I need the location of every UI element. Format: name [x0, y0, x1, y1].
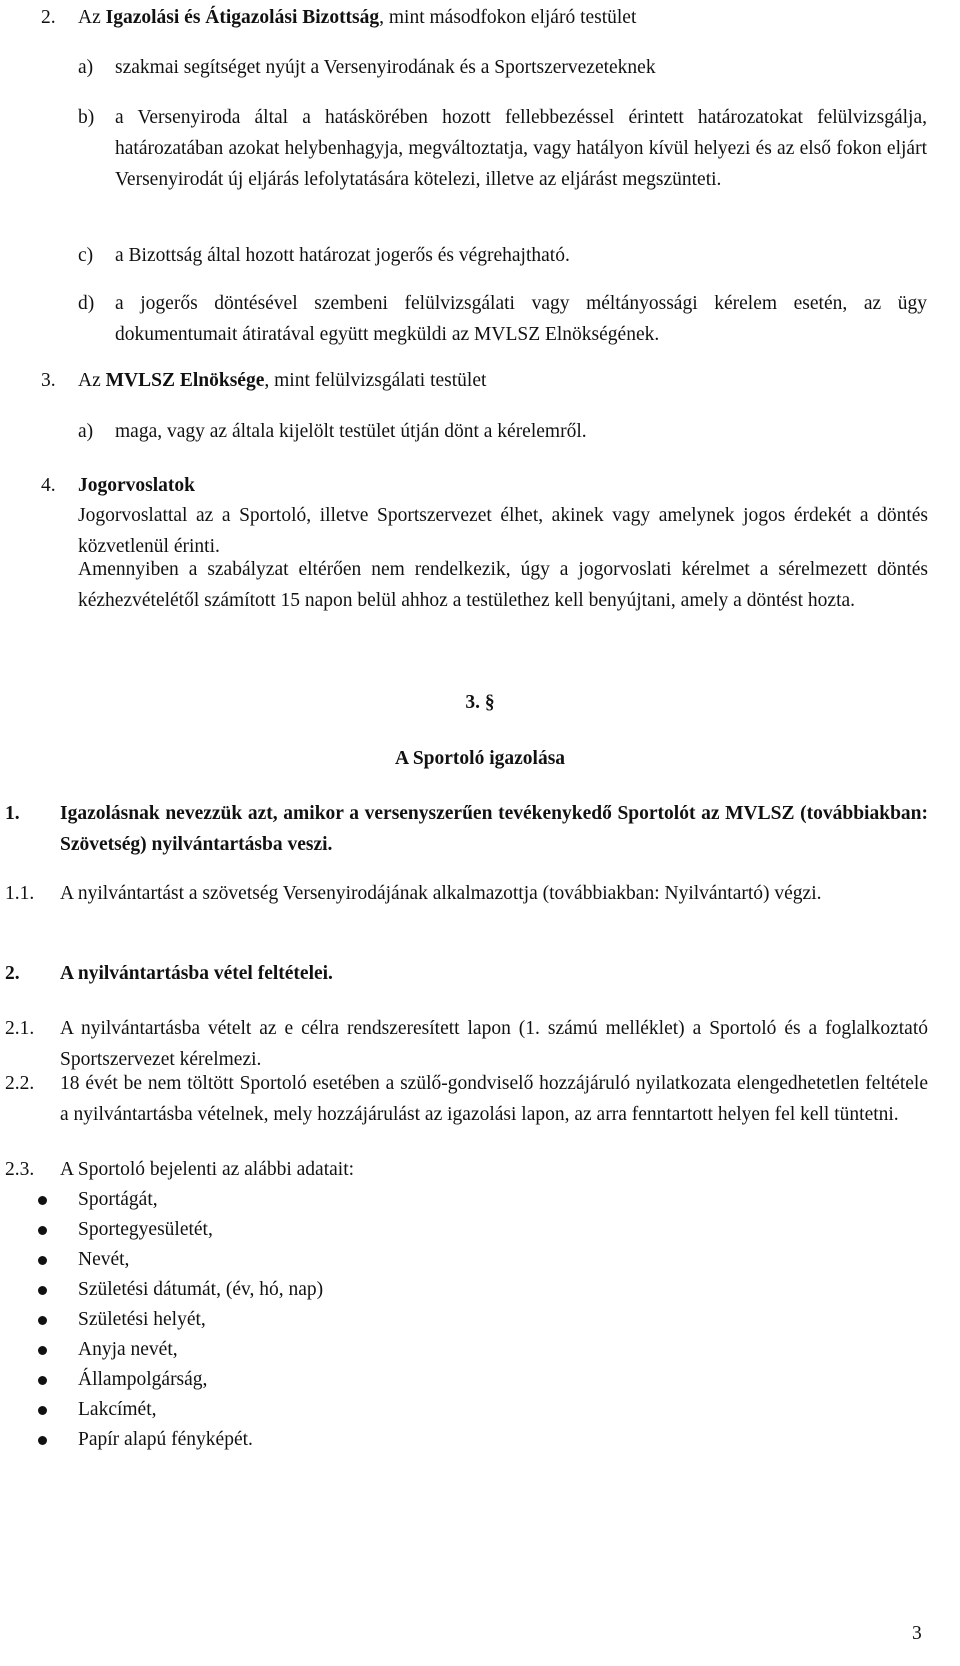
bullet-icon — [38, 1346, 47, 1355]
bullet-icon — [38, 1196, 47, 1205]
bullet-icon — [38, 1376, 47, 1385]
clause-2-1-number: 2.1. — [5, 1018, 35, 1039]
item-d-text: a jogerős döntésével szembeni felülvizsgálati vagy méltányossági kérelem esetén, az ügy dokumentumait átiratával együtt megküldi az MVLSZ Elnökségének. — [115, 293, 927, 345]
clause-2-2-text: 18 évét be nem töltött Sportoló esetében a szülő-gondviselő hozzájáruló nyilatkozata elengedhetetlen feltétele a nyilvántartásba vételnek, mely hozzájárulást az igazolási lapon, az arra fenntartott helyen fel kell tüntetni. — [60, 1073, 928, 1125]
list-item: Anyja nevét, — [0, 1334, 960, 1365]
bullet-icon — [38, 1226, 47, 1235]
item-b-label: b) — [78, 107, 95, 128]
section-3-number: 3. — [41, 370, 56, 391]
clause-2-2-number: 2.2. — [5, 1073, 35, 1094]
clause-2-3-number: 2.3. — [5, 1159, 35, 1180]
clause-2-1-text: A nyilvántartásba vételt az e célra rendszeresített lapon (1. számú melléklet) a Sportoló és a foglalkoztató Sportszervezet kérelmezi. — [60, 1018, 928, 1070]
section-2-heading: Az Igazolási és Átigazolási Bizottság, mint másodfokon eljáró testület — [78, 7, 637, 28]
list-item: Születési helyét, — [0, 1304, 960, 1335]
section-4-paragraph-1: Jogorvoslattal az a Sportoló, illetve Sportszervezet élhet, akinek vagy amelynek jogos érdekét a döntés közvetlenül érinti. — [78, 505, 928, 557]
item-c-label: c) — [78, 245, 94, 266]
item-c-text: a Bizottság által hozott határozat jogerős és végrehajtható. — [115, 245, 570, 266]
item-a-label: a) — [78, 57, 94, 78]
list-item: Nevét, — [0, 1244, 960, 1275]
item-3a-text: maga, vagy az általa kijelölt testület útján dönt a kérelemről. — [115, 421, 587, 442]
section-4-number: 4. — [41, 475, 56, 496]
item-b-text: a Versenyiroda által a hatáskörében hozott fellebbezéssel érintett határozatokat felülvizsgálja, határozatában azokat helybenhagyja, megváltoztatja, vagy hatályon kívül helyezi és az első fokon eljárt Versenyirodát új eljárás lefolytatására kötelezi, illetve az eljárást megszünteti. — [115, 107, 927, 190]
list-item: Születési dátumát, (év, hó, nap) — [0, 1274, 960, 1305]
clause-1-1-number: 1.1. — [5, 883, 35, 904]
clause-1-text: Igazolásnak nevezzük azt, amikor a versenyszerűen tevékenykedő Sportolót az MVLSZ (továbbiakban: Szövetség) nyilvántartásba veszi. — [60, 803, 928, 855]
item-d-label: d) — [78, 293, 95, 314]
clause-2-text: A nyilvántartásba vétel feltételei. — [60, 963, 333, 984]
bullet-icon — [38, 1406, 47, 1415]
section-2-bold: Igazolási és Átigazolási Bizottság — [105, 7, 380, 28]
section-4-paragraph-2: Amennyiben a szabályzat eltérően nem rendelkezik, úgy a jogorvoslati kérelmet a sérelmezett döntés kézhezvételétől számított 15 napon belül ahhoz a testülethez kell benyújtani, amely a döntést hozta. — [78, 559, 928, 611]
chapter-number: 3. § — [465, 692, 495, 713]
clause-2-number: 2. — [5, 963, 20, 984]
bullet-icon — [38, 1316, 47, 1325]
section-2-number: 2. — [41, 7, 56, 28]
item-3a-label: a) — [78, 421, 94, 442]
section-3-heading: Az MVLSZ Elnöksége, mint felülvizsgálati testület — [78, 370, 487, 391]
bullet-icon — [38, 1436, 47, 1445]
clause-2-3-text: A Sportoló bejelenti az alábbi adatait: — [60, 1159, 355, 1180]
chapter-title: A Sportoló igazolása — [394, 748, 566, 769]
list-item: Sportágát, — [0, 1184, 960, 1215]
item-a-text: szakmai segítséget nyújt a Versenyirodának és a Sportszervezeteknek — [115, 57, 656, 78]
bullet-icon — [38, 1286, 47, 1295]
clause-1-number: 1. — [5, 803, 20, 824]
list-item: Sportegyesületét, — [0, 1214, 960, 1245]
bullet-icon — [38, 1256, 47, 1265]
list-item: Papír alapú fényképét. — [0, 1424, 960, 1455]
section-3-bold: MVLSZ Elnöksége — [105, 370, 265, 391]
clause-1-1-text: A nyilvántartást a szövetség Versenyirodájának alkalmazottja (továbbiakban: Nyilvántartó) végzi. — [60, 883, 822, 904]
page-number: 3 — [912, 1623, 922, 1644]
section-4-title: Jogorvoslatok — [78, 475, 195, 496]
list-item: Állampolgárság, — [0, 1364, 960, 1395]
list-item: Lakcímét, — [0, 1394, 960, 1425]
